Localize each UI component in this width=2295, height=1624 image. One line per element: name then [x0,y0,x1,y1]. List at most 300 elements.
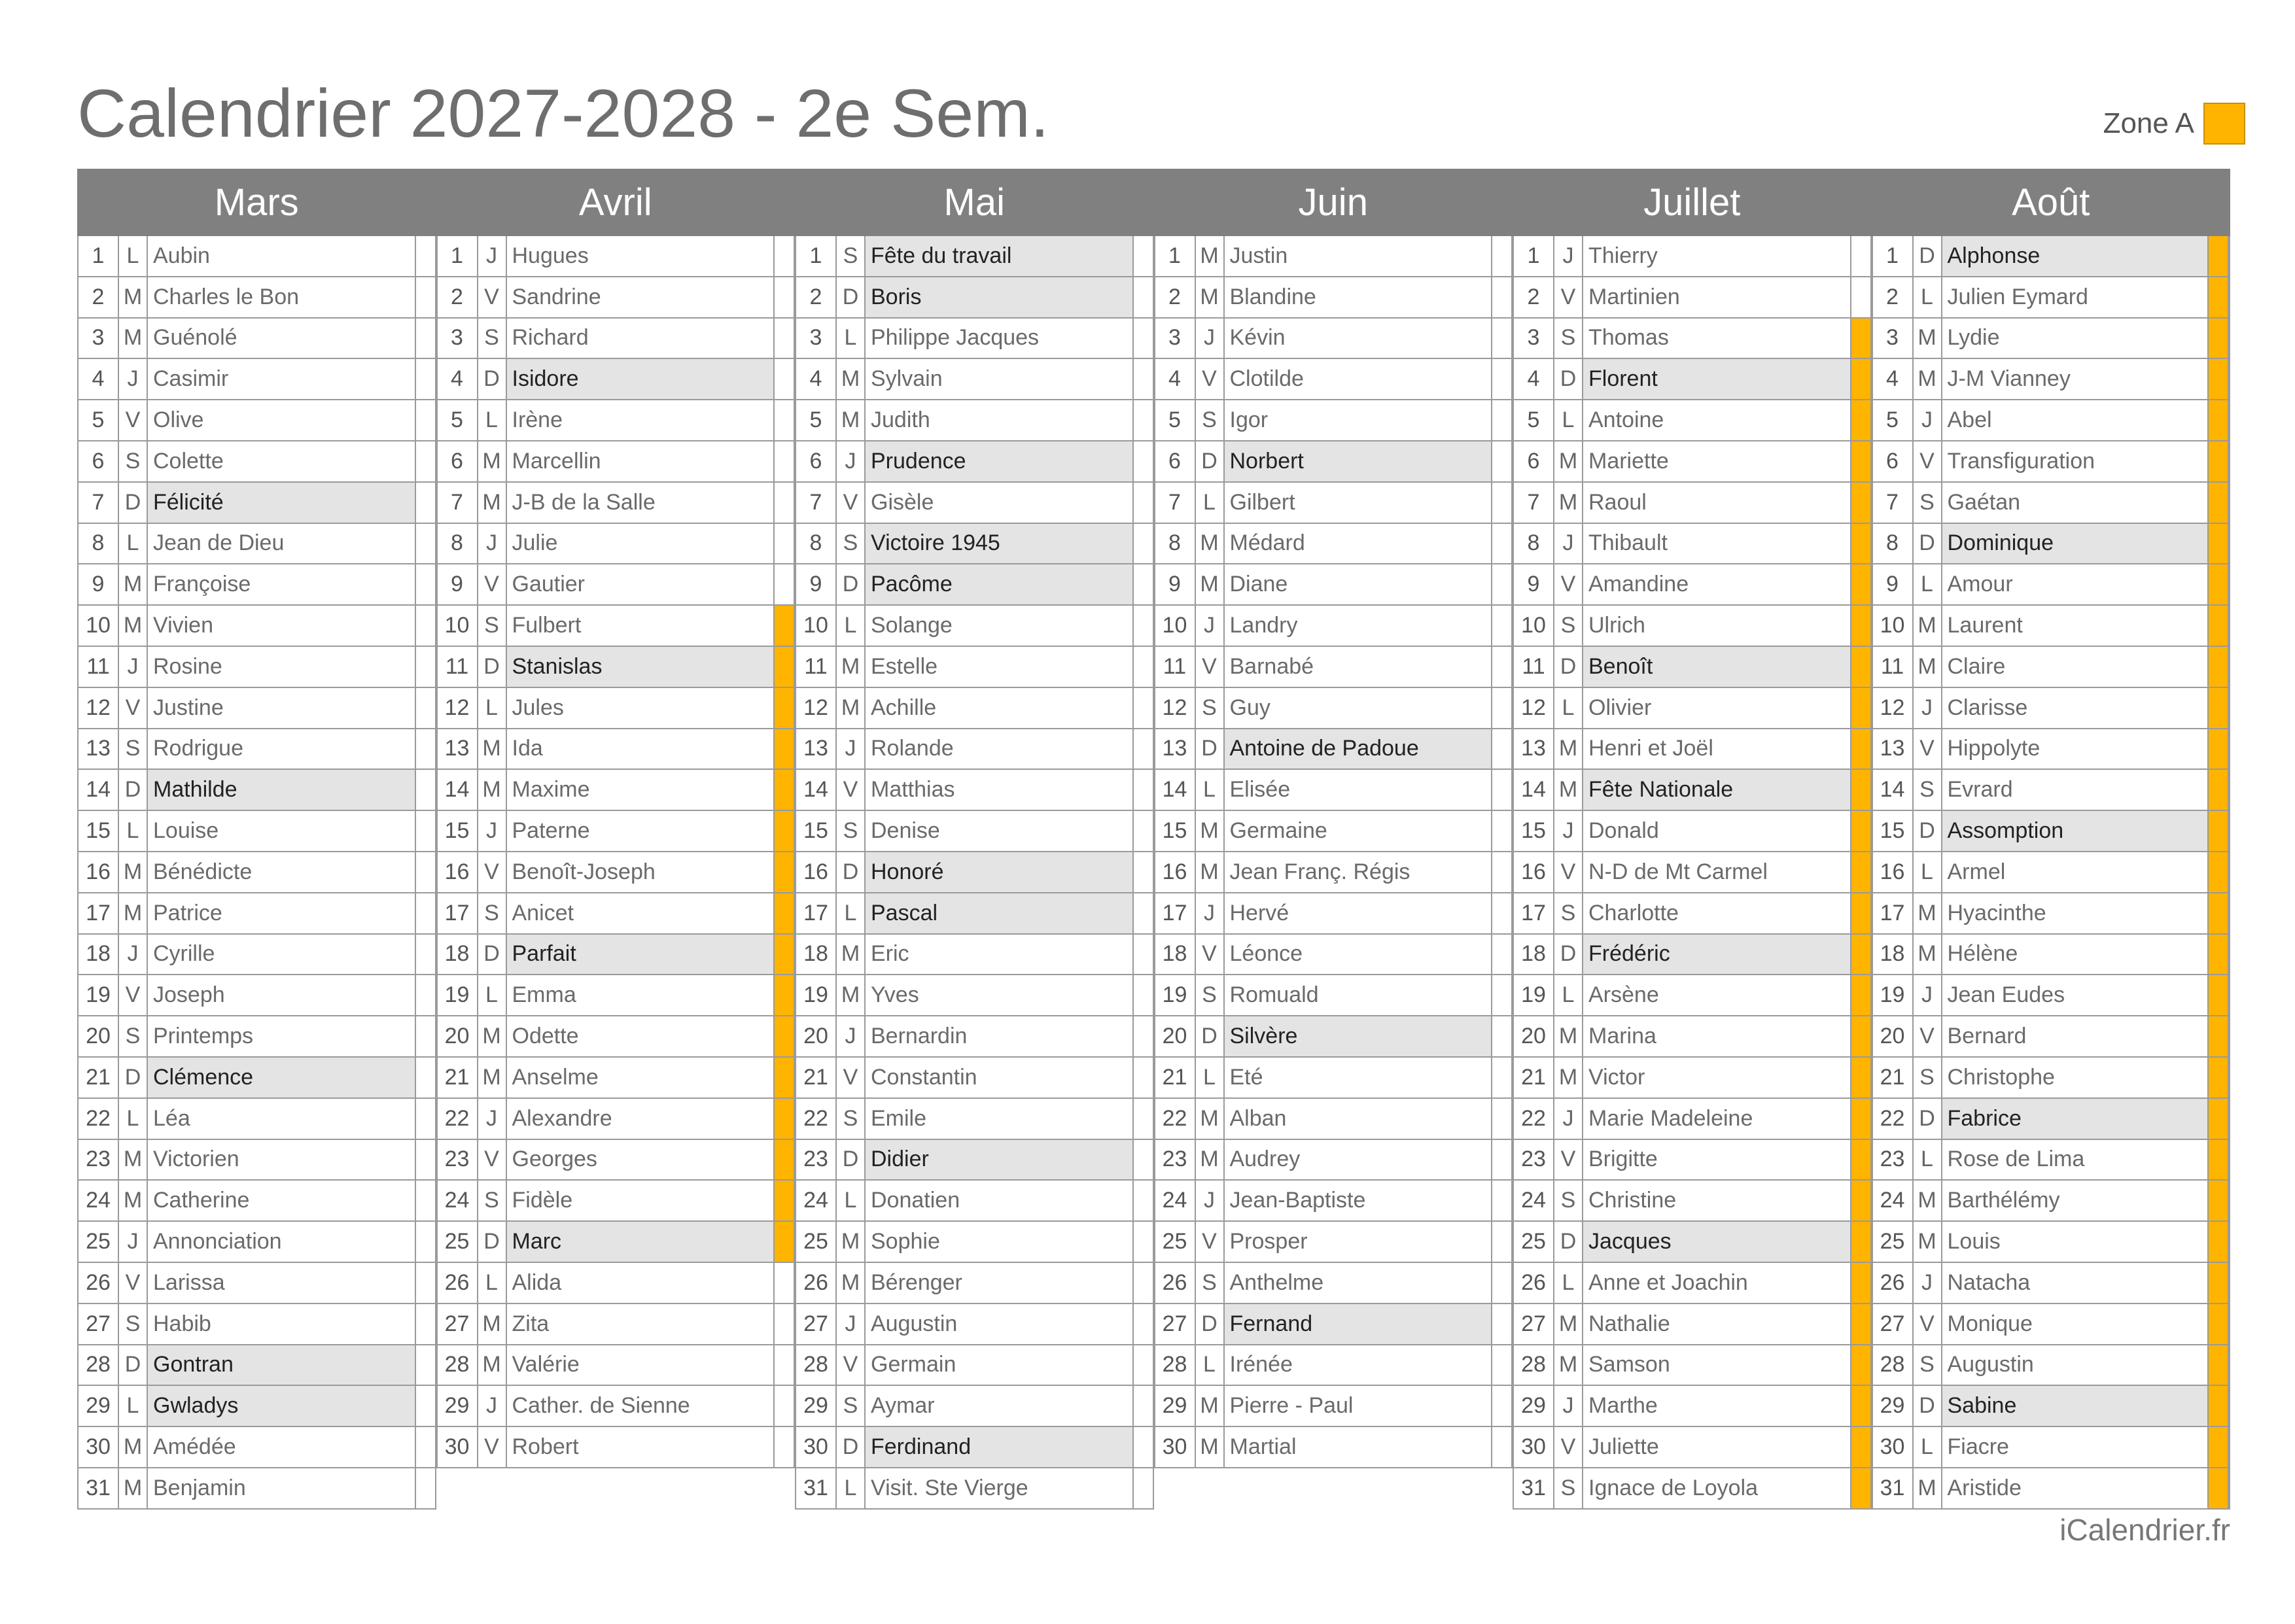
day-number: 5 [1155,400,1196,440]
day-row [79,688,436,729]
day-row [796,524,1154,565]
day-row [438,1263,796,1304]
weekday-letter: V [1554,277,1583,317]
vacation-marker [775,893,795,933]
day-number: 26 [1873,1263,1914,1303]
saint-name: Paterne [507,811,775,851]
saint-name: Printemps [148,1016,416,1056]
vacation-cell [416,1058,436,1097]
weekday-letter: L [1554,400,1583,440]
saint-name: Hugues [507,236,775,276]
vacation-cell [775,400,795,440]
day-number: 28 [79,1345,119,1385]
vacation-cell [1492,1140,1513,1180]
saint-name: Justin [1225,236,1493,276]
month-header: Mars [77,169,436,236]
vacation-marker [2209,770,2229,810]
vacation-cell [1134,811,1154,851]
day-number: 21 [796,1058,837,1097]
day-list [77,236,436,1510]
day-row [1514,524,1872,565]
day-number: 23 [438,1140,478,1180]
day-row [1873,811,2230,852]
day-row [1155,1181,1513,1222]
day-number: 8 [796,524,837,564]
month-header: Août [1872,169,2231,236]
weekday-letter: V [837,1345,866,1385]
day-row [79,770,436,811]
weekday-letter: S [837,1386,866,1426]
saint-name: Antoine [1583,400,1851,440]
day-row [438,1304,796,1345]
day-list [795,236,1154,1510]
vacation-cell [1492,688,1513,728]
saint-name: Donald [1583,811,1851,851]
day-row [1155,688,1513,729]
day-number: 10 [1155,606,1196,646]
vacation-cell [1134,1222,1154,1262]
day-row [1155,975,1513,1016]
weekday-letter: S [1554,319,1583,358]
day-number: 16 [1155,852,1196,892]
vacation-marker [2209,359,2229,399]
saint-name: Léa [148,1099,416,1139]
vacation-cell [1492,524,1513,564]
day-row [1514,606,1872,647]
weekday-letter: S [1196,400,1225,440]
vacation-cell [1134,483,1154,523]
saint-name: Didier [866,1140,1134,1180]
weekday-letter: J [1554,524,1583,564]
day-number: 23 [1155,1140,1196,1180]
day-row [79,1222,436,1263]
vacation-cell [1134,1304,1154,1344]
vacation-cell [416,1222,436,1262]
vacation-marker [1851,1016,1872,1056]
vacation-cell [1134,441,1154,481]
weekday-letter: M [119,1427,148,1467]
day-row [79,441,436,483]
day-row [79,606,436,647]
day-row [1155,770,1513,811]
vacation-cell [1492,770,1513,810]
day-number: 8 [1155,524,1196,564]
day-number: 4 [1514,359,1554,399]
day-row [1155,524,1513,565]
day-number: 10 [1873,606,1914,646]
day-number: 16 [1514,852,1554,892]
weekday-letter: S [119,1016,148,1056]
weekday-letter: D [837,852,866,892]
zone-legend [2103,102,2245,145]
day-row [438,564,796,606]
day-row [79,400,436,441]
vacation-cell [416,564,436,604]
day-number: 27 [1155,1304,1196,1344]
weekday-letter: V [1914,729,1942,769]
weekday-letter: L [1196,1058,1225,1097]
weekday-letter: J [1914,400,1942,440]
saint-name: Vivien [148,606,416,646]
saint-name: Germain [866,1345,1134,1385]
vacation-marker [775,647,795,687]
saint-name: Yves [866,975,1134,1015]
day-row [438,852,796,893]
day-number: 5 [1873,400,1914,440]
vacation-marker [2209,524,2229,564]
day-number: 2 [438,277,478,317]
day-row [796,811,1154,852]
vacation-cell [1134,688,1154,728]
day-row [1514,893,1872,935]
saint-name: Olive [148,400,416,440]
weekday-letter: L [837,1181,866,1220]
vacation-marker [1851,811,1872,851]
day-number: 3 [1155,319,1196,358]
weekday-letter: L [478,688,507,728]
day-row [796,1427,1154,1468]
day-number: 7 [1155,483,1196,523]
saint-name: Zita [507,1304,775,1344]
saint-name: N-D de Mt Carmel [1583,852,1851,892]
weekday-letter: M [1914,935,1942,975]
weekday-letter: D [119,770,148,810]
vacation-cell [416,1468,436,1508]
day-number: 18 [1873,935,1914,975]
day-row [438,811,796,852]
weekday-letter: M [837,975,866,1015]
day-row [796,483,1154,524]
day-row [796,893,1154,935]
vacation-cell [416,319,436,358]
weekday-letter: J [1196,606,1225,646]
vacation-cell [416,729,436,769]
vacation-cell [1134,975,1154,1015]
day-row [796,975,1154,1016]
weekday-letter: M [119,1140,148,1180]
weekday-letter: J [1554,1099,1583,1139]
day-number: 19 [1514,975,1554,1015]
vacation-cell [775,359,795,399]
weekday-letter: M [1196,236,1225,276]
saint-name: Prudence [866,441,1134,481]
weekday-letter: V [119,688,148,728]
saint-name: Clotilde [1225,359,1493,399]
day-row [1873,688,2230,729]
day-row [1514,1058,1872,1099]
day-number: 22 [796,1099,837,1139]
weekday-letter: J [1554,811,1583,851]
day-number: 30 [1514,1427,1554,1467]
vacation-marker [2209,236,2229,276]
day-number: 1 [796,236,837,276]
weekday-letter: J [119,647,148,687]
day-number: 16 [1873,852,1914,892]
day-row [1514,564,1872,606]
day-row [1873,359,2230,400]
saint-name: Kévin [1225,319,1493,358]
saint-name: Barnabé [1225,647,1493,687]
saint-name: Médard [1225,524,1493,564]
vacation-marker [1851,359,1872,399]
day-number: 27 [438,1304,478,1344]
day-number: 20 [1155,1016,1196,1056]
vacation-marker [2209,319,2229,358]
day-number: 25 [438,1222,478,1262]
weekday-letter: L [1196,1345,1225,1385]
weekday-letter: M [1914,647,1942,687]
weekday-letter: M [1196,564,1225,604]
weekday-letter: S [1914,1345,1942,1385]
weekday-letter: M [478,1304,507,1344]
vacation-marker [2209,441,2229,481]
day-number: 11 [796,647,837,687]
saint-name: Fiacre [1942,1427,2209,1467]
saint-name: Marie Madeleine [1583,1099,1851,1139]
day-row [438,319,796,360]
saint-name: Gontran [148,1345,416,1385]
weekday-letter: V [1196,935,1225,975]
day-number: 24 [79,1181,119,1220]
day-row [438,1427,796,1468]
weekday-letter: S [478,606,507,646]
saint-name: Valérie [507,1345,775,1385]
day-row [1873,1016,2230,1058]
weekday-letter: S [1554,893,1583,933]
day-number: 14 [1155,770,1196,810]
vacation-cell [1492,277,1513,317]
day-number: 5 [438,400,478,440]
weekday-letter: M [1554,1345,1583,1385]
saint-name: Benoît-Joseph [507,852,775,892]
saint-name: Pierre - Paul [1225,1386,1493,1426]
weekday-letter: L [1914,1427,1942,1467]
saint-name: Hélène [1942,935,2209,975]
vacation-cell [775,441,795,481]
day-row [796,1345,1154,1387]
vacation-marker [1851,606,1872,646]
day-number: 27 [796,1304,837,1344]
day-number: 9 [438,564,478,604]
day-number: 31 [1514,1468,1554,1508]
weekday-letter: J [1196,319,1225,358]
vacation-marker [2209,1099,2229,1139]
saint-name: Colette [148,441,416,481]
vacation-cell [775,319,795,358]
day-row [1873,1304,2230,1345]
day-row [1873,441,2230,483]
vacation-cell [1134,893,1154,933]
weekday-letter: M [478,1058,507,1097]
day-number: 31 [79,1468,119,1508]
saint-name: Rolande [866,729,1134,769]
saint-name: Rosine [148,647,416,687]
weekday-letter: D [1554,1222,1583,1262]
saint-name: Abel [1942,400,2209,440]
day-row [1514,647,1872,688]
saint-name: Victoire 1945 [866,524,1134,564]
day-number: 18 [1514,935,1554,975]
day-number: 9 [1155,564,1196,604]
day-row [1514,400,1872,441]
weekday-letter: S [1196,1263,1225,1303]
day-row [438,483,796,524]
weekday-letter: D [478,359,507,399]
saint-name: Hyacinthe [1942,893,2209,933]
vacation-cell [416,1181,436,1220]
vacation-marker [2209,1304,2229,1344]
day-row [1514,1427,1872,1468]
vacation-cell [1492,1263,1513,1303]
weekday-letter: S [1554,606,1583,646]
day-number: 11 [1873,647,1914,687]
day-row [79,852,436,893]
saint-name: Cyrille [148,935,416,975]
day-number: 10 [438,606,478,646]
day-number: 22 [79,1099,119,1139]
day-row [1873,770,2230,811]
weekday-letter: M [837,400,866,440]
vacation-cell [1134,1427,1154,1467]
weekday-letter: J [837,441,866,481]
weekday-letter: M [1196,811,1225,851]
weekday-letter: D [1914,524,1942,564]
vacation-cell [1134,564,1154,604]
day-row [1155,1222,1513,1263]
day-row [796,647,1154,688]
zone-color-swatch [2203,103,2245,145]
day-row [79,1140,436,1181]
day-number: 13 [1155,729,1196,769]
saint-name: Pacôme [866,564,1134,604]
saint-name: Mariette [1583,441,1851,481]
saint-name: Eté [1225,1058,1493,1097]
weekday-letter: M [119,852,148,892]
vacation-marker [775,688,795,728]
vacation-cell [416,400,436,440]
day-number: 21 [438,1058,478,1097]
day-number: 29 [1155,1386,1196,1426]
day-number: 21 [1873,1058,1914,1097]
weekday-letter: M [478,1345,507,1385]
day-row [1873,1427,2230,1468]
day-row [438,1016,796,1058]
weekday-letter: D [1196,441,1225,481]
weekday-letter: M [119,1468,148,1508]
day-row [1155,1099,1513,1140]
day-number: 23 [796,1140,837,1180]
weekday-letter: J [837,1304,866,1344]
weekday-letter: V [1914,441,1942,481]
weekday-letter: J [1196,893,1225,933]
saint-name: Fulbert [507,606,775,646]
day-row [79,277,436,319]
day-row [1155,236,1513,277]
vacation-cell [416,852,436,892]
day-row [438,770,796,811]
day-number: 1 [1514,236,1554,276]
weekday-letter: M [478,729,507,769]
day-row [796,935,1154,976]
saint-name: Gilbert [1225,483,1493,523]
saint-name: Larissa [148,1263,416,1303]
weekday-letter: D [1914,1386,1942,1426]
day-row [1514,1386,1872,1427]
day-row [1155,1263,1513,1304]
saint-name: Françoise [148,564,416,604]
day-number: 13 [79,729,119,769]
day-number: 7 [1873,483,1914,523]
day-number: 13 [1873,729,1914,769]
saint-name: Igor [1225,400,1493,440]
day-row [79,1181,436,1222]
saint-name: Isidore [507,359,775,399]
day-number: 21 [1155,1058,1196,1097]
vacation-marker [1851,852,1872,892]
weekday-letter: L [119,1099,148,1139]
vacation-cell [416,1427,436,1467]
day-row [1873,1099,2230,1140]
day-number: 8 [438,524,478,564]
month-header: Avril [436,169,796,236]
saint-name: Maxime [507,770,775,810]
day-row [1514,975,1872,1016]
day-row [79,1468,436,1510]
day-number: 27 [79,1304,119,1344]
weekday-letter: D [119,483,148,523]
day-row [1873,935,2230,976]
weekday-letter: J [478,236,507,276]
weekday-letter: S [478,1181,507,1220]
day-row [1155,606,1513,647]
day-row [79,647,436,688]
vacation-cell [1134,1099,1154,1139]
saint-name: Marina [1583,1016,1851,1056]
saint-name: Justine [148,688,416,728]
vacation-cell [775,564,795,604]
weekday-letter: S [1196,688,1225,728]
weekday-letter: S [837,1099,866,1139]
day-number: 30 [1873,1427,1914,1467]
saint-name: Stanislas [507,647,775,687]
day-number: 11 [1514,647,1554,687]
day-row [796,1099,1154,1140]
day-number: 5 [79,400,119,440]
month-column [1154,169,1513,1511]
vacation-cell [1134,359,1154,399]
vacation-cell [1134,647,1154,687]
weekday-letter: J [478,811,507,851]
vacation-cell [416,647,436,687]
day-number: 9 [1873,564,1914,604]
vacation-cell [416,483,436,523]
saint-name: Brigitte [1583,1140,1851,1180]
vacation-cell [775,1345,795,1385]
weekday-letter: S [119,441,148,481]
day-number: 23 [1514,1140,1554,1180]
saint-name: Thibault [1583,524,1851,564]
day-row [79,975,436,1016]
day-number: 28 [1873,1345,1914,1385]
day-list [1872,236,2231,1510]
saint-name: Evrard [1942,770,2209,810]
day-number: 14 [1514,770,1554,810]
weekday-letter: J [119,1222,148,1262]
day-row [1514,935,1872,976]
weekday-letter: L [478,975,507,1015]
day-row [796,236,1154,277]
weekday-letter: V [1196,647,1225,687]
